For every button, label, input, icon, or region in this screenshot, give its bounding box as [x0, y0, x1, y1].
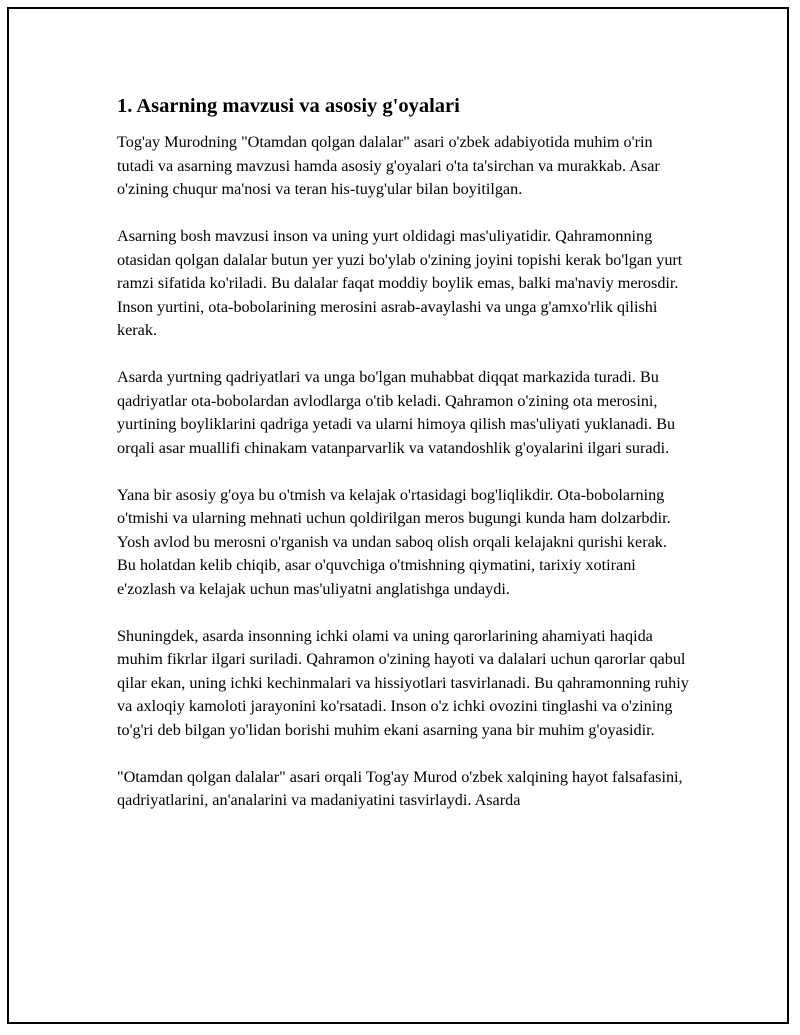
document-body [117, 92, 689, 836]
paragraph-intro: Tog'ay Murodning "Otamdan qolgan dalalar" asari o'zbek adabiyotida muhim o'rin tutadi va asarning mavzusi hamda asosiy g'oyalari o'ta ta'sirchan va murakkab. Asar o'zining chuqur ma'nosi va teran his-tuyg'ular bilan boyitilgan. [117, 133, 660, 198]
section-heading: 1. Asarning mavzusi va asosiy g'oyalari [117, 95, 460, 117]
paragraph-values: Asarda yurtning qadriyatlari va unga bo'lgan muhabbat diqqat markazida turadi. Bu qadriyatlar ota-bobolardan avlodlarga o'tib keladi. Qahramon o'zining ota merosini, yurtining boyliklarini qadriga yetadi va ularni himoya qilish mas'uliyati yuklanadi. Bu orqali asar muallifi chinakam vatanparvarlik va vatandoshlik g'oyalarini ilgari suradi. [117, 368, 676, 457]
paragraph-main-theme: Asarning bosh mavzusi inson va uning yurt oldidagi mas'uliyatidir. Qahramonning otasidan qolgan dalalar butun yer yuzi bo'ylab o'zining joyini topishi kerak bo'lgan yurt ramzi sifatida ko'riladi. Bu dalalar faqat moddiy boylik emas, balki ma'naviy merosdir. Inson yurtini, ota-bobolarining merosini asrab-avaylashi va unga g'amxo'rlik qilishi kerak. [117, 227, 683, 339]
paragraph-past-future: Yana bir asosiy g'oya bu o'tmish va kelajak o'rtasidagi bog'liqlikdir. Ota-bobolarning o'tmishi va ularning mehnati uchun qoldirilgan meros bugungi kunda ham dolzarbdir. Yosh avlod bu merosni o'rganish va undan saboq olish orqali kelajakni qurishi kerak. Bu holatdan kelib chiqib, asar o'quvchiga o'tmishning qiymatini, tarixiy xotirani e'zozlash va kelajak uchun mas'uliyatni anglatishga undaydi. [117, 485, 671, 598]
paragraph-conclusion: "Otamdan qolgan dalalar" asari orqali Tog'ay Murod o'zbek xalqining hayot falsafasini, qadriyatlarini, an'analarini va madaniyatini tasvirlaydi. Asarda [117, 767, 683, 809]
paragraph-inner-world: Shuningdek, asarda insonning ichki olami va uning qarorlarining ahamiyati haqida muhim fikrlar ilgari suriladi. Qahramon o'zining hayoti va dalalari uchun qarorlar qabul qilar ekan, uning ichki kechinmalari va hissiyotlari tasvirlanadi. Bu qahramonning ruhiy va axloqiy kamoloti jarayonini ko'rsatadi. Inson o'z ichki ovozini tinglashi va o'zining to'g'ri deb bilgan yo'lidan borishi muhim ekani asarning yana bir muhim g'oyasidir. [117, 626, 689, 739]
